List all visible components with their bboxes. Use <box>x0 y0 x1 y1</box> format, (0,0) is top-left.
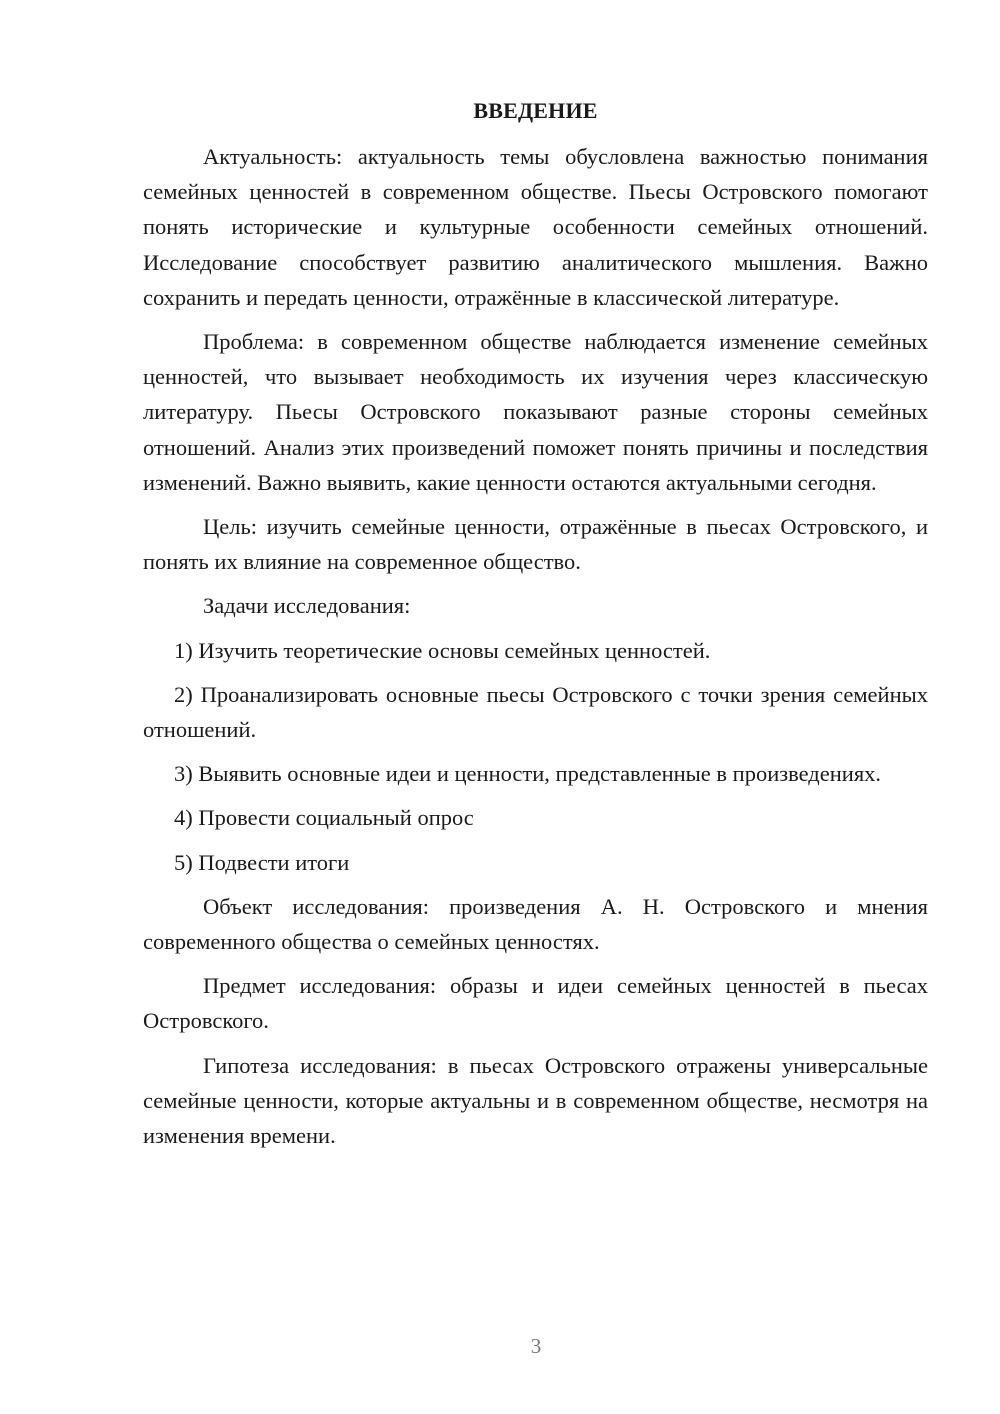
list-item: 1) Изучить теоретические основы семейных ценностей. <box>174 637 711 663</box>
paragraph-relevance: Актуальность: актуальность темы обусловлена важностью понимания семейных ценностей в современном обществе. Пьесы Островского помогают понять исторические и культурные особенности семейных отношений. Исследование способствует развитию аналитического мышления. Важно сохранить и передать ценности, отражённые в классической литературе. <box>143 144 928 310</box>
paragraph-hypothesis: Гипотеза исследования: в пьесах Островского отражены универсальные семейные ценности, которые актуальны и в современном обществе, несмотря на изменения времени. <box>143 1052 928 1149</box>
paragraph-tasks-intro: Задачи исследования: <box>203 593 411 619</box>
page-title: ВВЕДЕНИЕ <box>473 98 598 123</box>
tasks-list <box>143 633 928 880</box>
list-item: 4) Провести социальный опрос <box>174 805 474 831</box>
paragraph-object: Объект исследования: произведения А. Н. Островского и мнения современного общества о семейных ценностях. <box>143 893 928 955</box>
list-item: 3) Выявить основные идеи и ценности, представленные в произведениях. <box>174 761 882 787</box>
page-number: 3 <box>530 1334 542 1358</box>
document-page <box>143 96 928 1162</box>
list-item: 2) Проанализировать основные пьесы Островского с точки зрения семейных отношений. <box>143 681 928 743</box>
paragraph-goal: Цель: изучить семейные ценности, отражённые в пьесах Островского, и понять их влияние на современное общество. <box>143 514 928 575</box>
paragraph-subject: Предмет исследования: образы и идеи семейных ценностей в пьесах Островского. <box>143 973 928 1034</box>
list-item: 5) Подвести итоги <box>174 849 350 875</box>
paragraph-problem: Проблема: в современном обществе наблюдается изменение семейных ценностей, что вызывает необходимость их изучения через классическую литературу. Пьесы Островского показывают разные стороны семейных отношений. Анализ этих произведений поможет понять причины и последствия изменений. Важно выявить, какие ценности остаются актуальными сегодня. <box>143 329 928 495</box>
